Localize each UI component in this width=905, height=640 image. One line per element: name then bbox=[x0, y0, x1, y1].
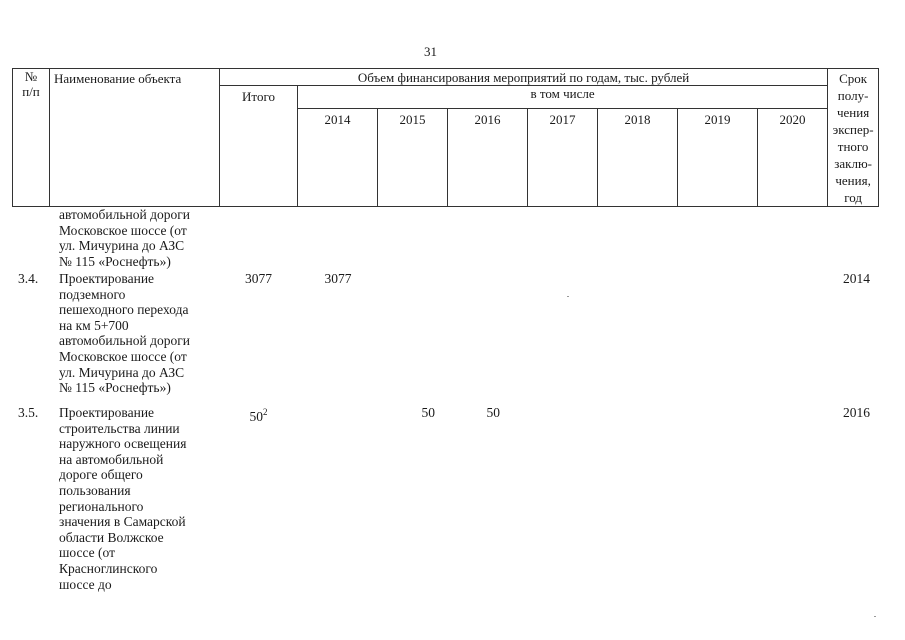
header-year: 2019 bbox=[678, 109, 758, 207]
header-num: № п/п bbox=[13, 69, 50, 207]
row-number: 3.5. bbox=[18, 405, 39, 420]
expertise-year: 2014 bbox=[843, 271, 870, 286]
total-value-number: 50 bbox=[249, 409, 263, 424]
value-2014: 3077 bbox=[324, 271, 352, 286]
header-total: Итого bbox=[220, 86, 298, 207]
total-value bbox=[220, 405, 297, 425]
object-name: Проектирование подземного пешеходного перехода на км 5+700 автомобильной дороги Московское шоссе (от ул. Мичурина до АЗС № 115 «Роснефть») bbox=[59, 271, 190, 396]
total-value: 3077 bbox=[245, 271, 272, 286]
object-name: Проектирование строительства линии наружного освещения на автомобильной дороге общего пользования регионального значения в Самарской области Волжское шоссе (от Красноглинского шоссе до bbox=[59, 405, 187, 592]
header-year: 2020 bbox=[758, 109, 828, 207]
header-volume: Объем финансирования мероприятий по годам, тыс. рублей bbox=[220, 69, 828, 86]
row-number: 3.4. bbox=[18, 271, 39, 286]
expertise-year: 2016 bbox=[843, 405, 870, 420]
page-number: 31 bbox=[424, 44, 437, 59]
header-name: Наименование объекта bbox=[50, 69, 220, 207]
financing-table-header bbox=[12, 68, 879, 207]
footnote-marker: 2 bbox=[263, 407, 268, 417]
header-year: 2017 bbox=[528, 109, 598, 207]
scan-speck bbox=[567, 296, 569, 297]
header-including: в том числе bbox=[298, 86, 828, 109]
header-year: 2016 bbox=[448, 109, 528, 207]
object-name: автомобильной дороги Московское шоссе (от ул. Мичурина до АЗС № 115 «Роснефть») bbox=[59, 207, 190, 269]
header-term: Срок полу- чения экспер- тного заклю- чения, год bbox=[828, 69, 879, 207]
value-2016: 50 bbox=[486, 405, 500, 420]
header-year: 2018 bbox=[598, 109, 678, 207]
header-year: 2014 bbox=[298, 109, 378, 207]
scan-speck bbox=[874, 616, 876, 617]
value-2015: 50 bbox=[421, 405, 435, 420]
header-year: 2015 bbox=[378, 109, 448, 207]
